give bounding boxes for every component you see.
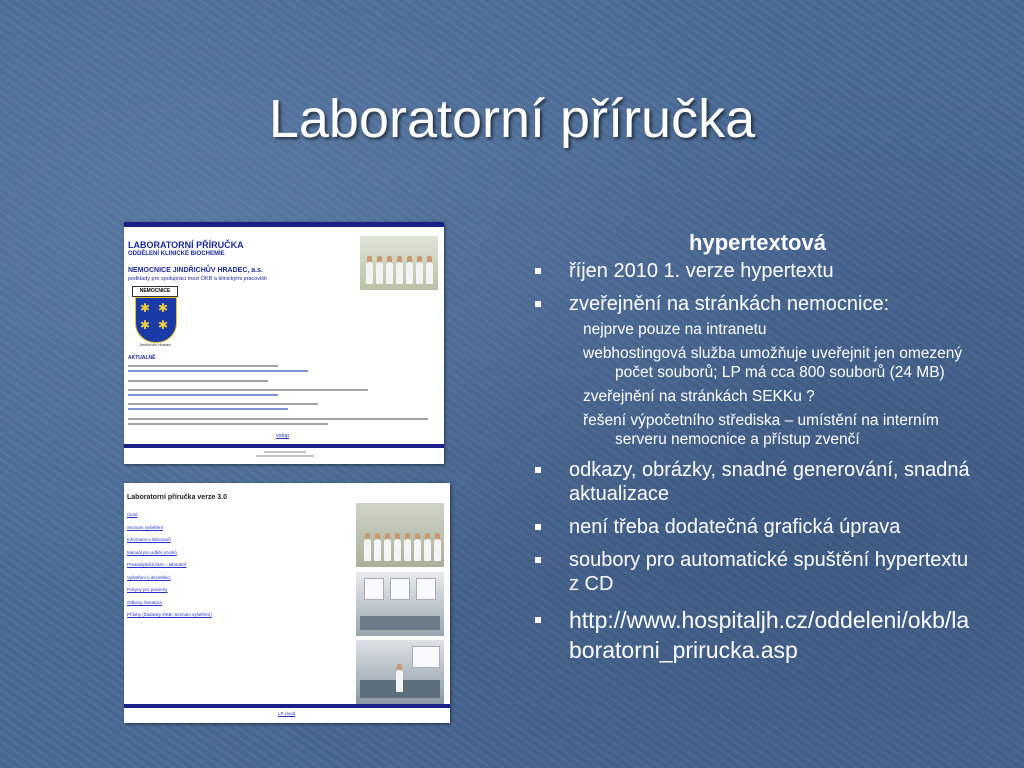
text-line: [128, 418, 428, 420]
text-line: [128, 380, 268, 382]
footer-text: [250, 450, 320, 458]
bullet-item: [535, 458, 980, 506]
list-link[interactable]: Pokyny pro pacienty: [127, 587, 168, 592]
news-label: AKTUALNĚ: [128, 355, 156, 361]
screenshot-version3: [124, 483, 450, 723]
sub-bullet-item: nejprve pouze na intranetu: [583, 321, 767, 338]
bullet-text: soubory pro automatické spuštění hypertextu z CD: [569, 549, 969, 595]
text-line: [128, 403, 318, 405]
bullet-item: [535, 515, 980, 539]
link-list: [127, 509, 212, 622]
bullet-text: není třeba dodatečná grafická úprava: [569, 516, 901, 538]
staff-photo: [360, 236, 438, 290]
sub-bullet-item: zveřejnění na stránkách SEKKu ?: [583, 388, 815, 405]
text-line: [128, 423, 328, 425]
screenshot-subtitle: ODDĚLENÍ KLINICKÉ BIOCHEMIE: [128, 251, 225, 257]
sub-bullet-item: webhostingová služba umožňuje uveřejnit jen omezený počet souborů; LP má cca 800 souborů (24 MB): [583, 345, 963, 381]
bullet-item: [535, 605, 980, 665]
list-link[interactable]: Vyšetření v dezinfekci: [127, 574, 171, 580]
bullet-text: zveřejnění na stránkách nemocnice:: [569, 293, 890, 315]
enter-link[interactable]: vstup: [276, 433, 290, 439]
bullet-item: [535, 548, 980, 596]
sub-bullet-item: řešení výpočetního střediska – umístění na interním serveru nemocnice a přístup zvenčí: [583, 412, 939, 448]
lab-photo: [356, 572, 444, 636]
square-bullet-icon: [535, 524, 541, 530]
text-line: [128, 370, 308, 372]
slide-content: [535, 230, 980, 674]
text-line: [128, 365, 278, 367]
text-line: [128, 394, 278, 396]
bullet-item: [535, 292, 980, 316]
list-link[interactable]: Přílohy (Žádanky OKB, Seznam vyšetření): [127, 612, 212, 617]
logo-text: NEMOCNICE: [132, 286, 178, 297]
screenshot-title: LABORATORNÍ PŘÍRUČKA: [128, 240, 244, 250]
square-bullet-icon: [535, 557, 541, 563]
slide-title: Laboratorní příručka: [268, 89, 756, 149]
bullet-item: [535, 259, 980, 283]
url-text[interactable]: http://www.hospitaljh.cz/oddeleni/okb/laboratorni_prirucka.asp: [569, 607, 970, 663]
hospital-name: NEMOCNICE JINDŘICHŮV HRADEC, a.s.: [128, 267, 263, 274]
list-link[interactable]: Preanalytická fáze – laboratoř: [127, 562, 187, 567]
square-bullet-icon: [535, 301, 541, 307]
bullet-text: říjen 2010 1. verze hypertextu: [569, 260, 834, 282]
square-bullet-icon: [535, 617, 541, 623]
shield-icon: ✱ ✱ ✱ ✱: [135, 297, 177, 343]
hospital-logo: [132, 286, 178, 348]
content-heading: hypertextová: [689, 230, 826, 255]
logo-caption: Jindřichův Hradec: [138, 342, 171, 347]
screenshot-title: Laboratorní příručka verze 3.0: [127, 494, 227, 501]
bottom-bar: [124, 444, 444, 448]
square-bullet-icon: [535, 467, 541, 473]
staff-photo: [356, 503, 444, 567]
text-line: [128, 389, 368, 391]
bullet-text: odkazy, obrázky, snadné generování, snadná aktualizace: [569, 459, 970, 505]
hospital-subtitle: podklady pro spolupráci mezi OKB a klinickými pracovišti: [128, 276, 267, 282]
list-link[interactable]: Manuál pro odběr vzorků: [127, 549, 177, 555]
list-link[interactable]: Seznam vyšetření: [127, 524, 164, 530]
footer-link[interactable]: LP Úvod: [278, 711, 296, 716]
text-line: [128, 408, 288, 410]
list-link[interactable]: Úvod: [127, 512, 138, 517]
bottom-bar: [124, 704, 450, 708]
screenshot-homepage: [124, 222, 444, 464]
square-bullet-icon: [535, 268, 541, 274]
list-link[interactable]: Odkazy, literatura: [127, 599, 162, 605]
list-link[interactable]: Informace o laboratoři: [127, 537, 171, 542]
lab-photo: [356, 640, 444, 704]
top-bar: [124, 222, 444, 227]
